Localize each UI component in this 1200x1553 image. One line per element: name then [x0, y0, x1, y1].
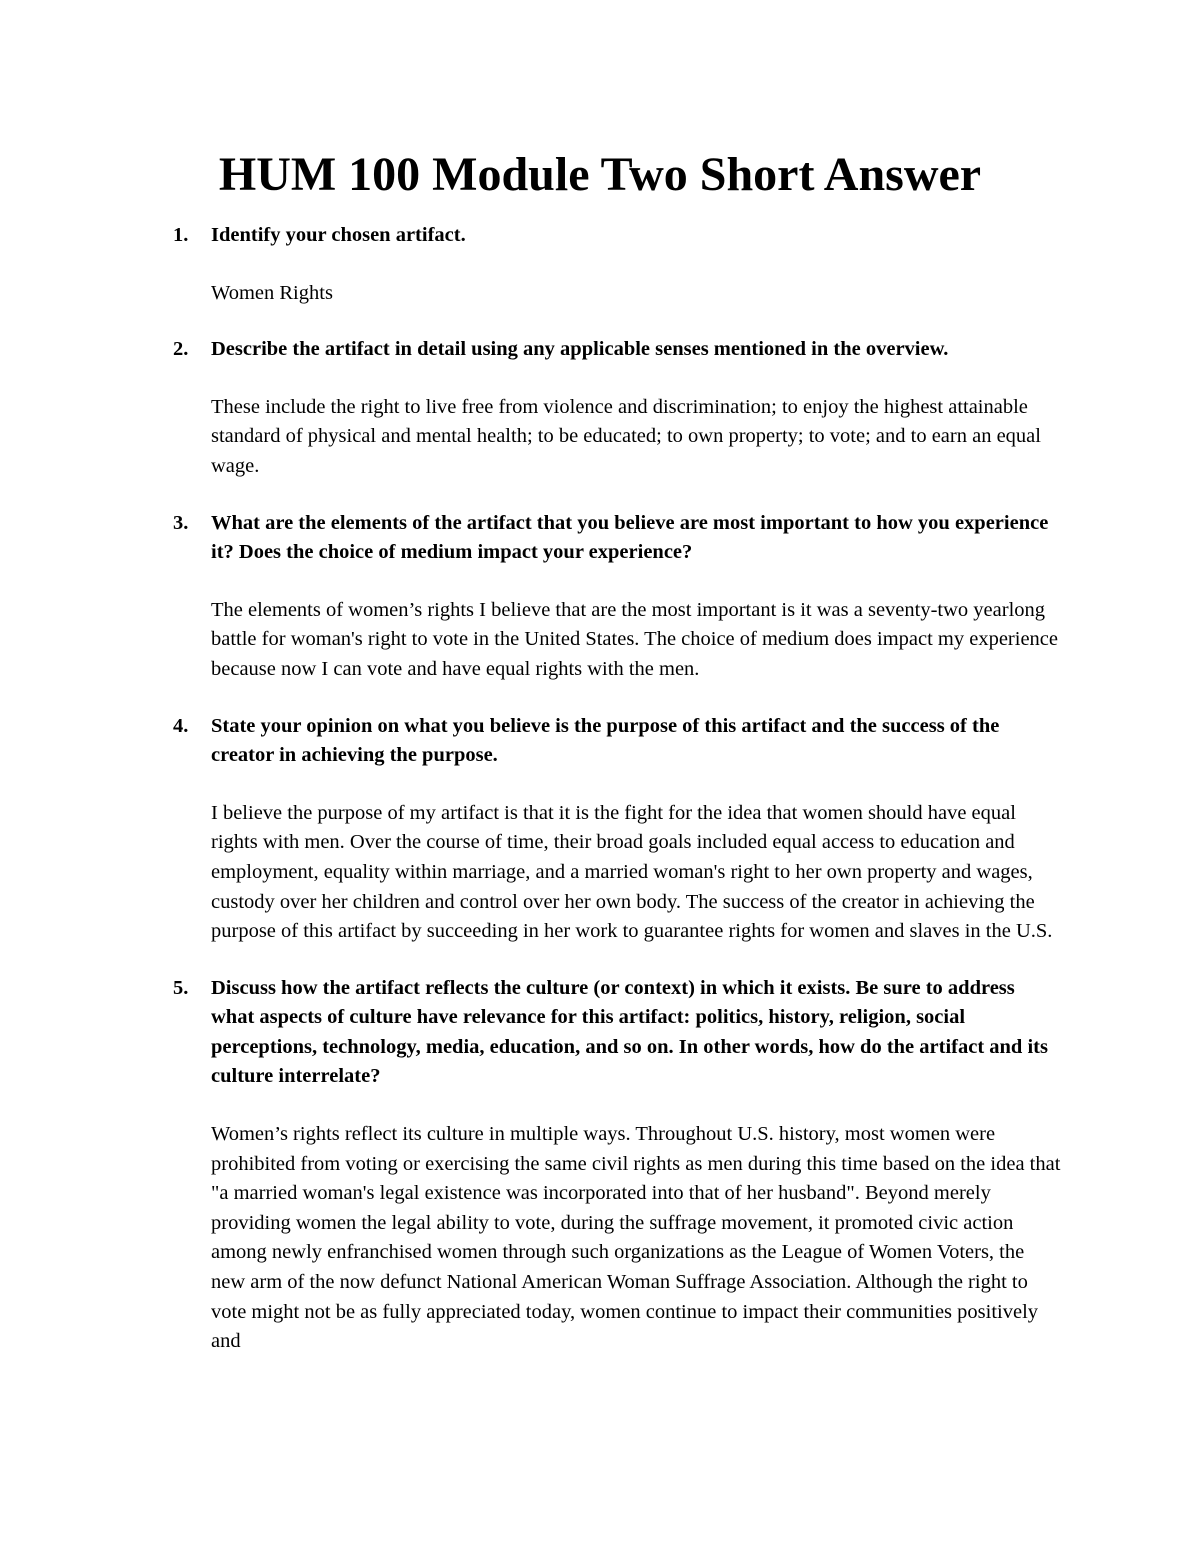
document-title: HUM 100 Module Two Short Answer — [218, 148, 982, 201]
question-item-5 — [173, 974, 1061, 1357]
question-item-2 — [173, 335, 1061, 481]
question-item-1 — [173, 221, 1061, 308]
question-answer: Women Rights — [211, 281, 333, 304]
question-answer: Women’s rights reflect its culture in multiple ways. Throughout U.S. history, most women were prohibited from voting or exercising the same civil rights as men during this time based on the idea that "a married woman's legal existence was incorporated into that of her husband". Beyond merely providing women the legal ability to vote, during the suffrage movement, it promoted civic action among newly enfranchised women through such organizations as the League of Women Voters, the new arm of the now defunct National American Woman Suffrage Association. Although the right to vote might not be as fully appreciated today, women continue to impact their communities positively and — [211, 1123, 1061, 1353]
question-number: 4. — [173, 714, 189, 737]
question-answer: I believe the purpose of my artifact is that it is the fight for the idea that women should have equal rights with men. Over the course of time, their broad goals included equal access to education and employment, equality within marriage, and a married woman's right to her own property and wages, custody over her children and control over her own body. The success of the creator in achieving the purpose of this artifact by succeeding in her work to guarantee rights for women and slaves in the U.S. — [211, 801, 1053, 943]
question-number: 2. — [173, 338, 189, 361]
question-answer: These include the right to live free from violence and discrimination; to enjoy the highest attainable standard of physical and mental health; to be educated; to own property; to vote; and to earn an equal wage. — [211, 395, 1041, 477]
question-prompt: Describe the artifact in detail using any applicable senses mentioned in the overview. — [211, 338, 949, 361]
question-number: 5. — [173, 976, 189, 999]
question-number: 1. — [173, 224, 189, 246]
question-number: 3. — [173, 511, 189, 534]
question-prompt: Discuss how the artifact reflects the culture (or context) in which it exists. Be sure to address what aspects of culture have relevance for this artifact: politics, history, religion, social perceptions, technology, media, education, and so on. In other words, how do the artifact and its culture interrelate? — [211, 976, 1048, 1088]
question-list — [173, 221, 1061, 1384]
question-item-3 — [173, 509, 1061, 685]
question-prompt: Identify your chosen artifact. — [211, 224, 466, 246]
question-item-4 — [173, 712, 1061, 947]
question-prompt: State your opinion on what you believe is the purpose of this artifact and the success of the creator in achieving the purpose. — [211, 714, 1000, 767]
question-prompt: What are the elements of the artifact that you believe are most important to how you experience it? Does the choice of medium impact your experience? — [211, 511, 1049, 564]
question-answer: The elements of women’s rights I believe that are the most important is it was a seventy-two yearlong battle for woman's right to vote in the United States. The choice of medium does impact my experience because now I can vote and have equal rights with the men. — [211, 598, 1058, 680]
